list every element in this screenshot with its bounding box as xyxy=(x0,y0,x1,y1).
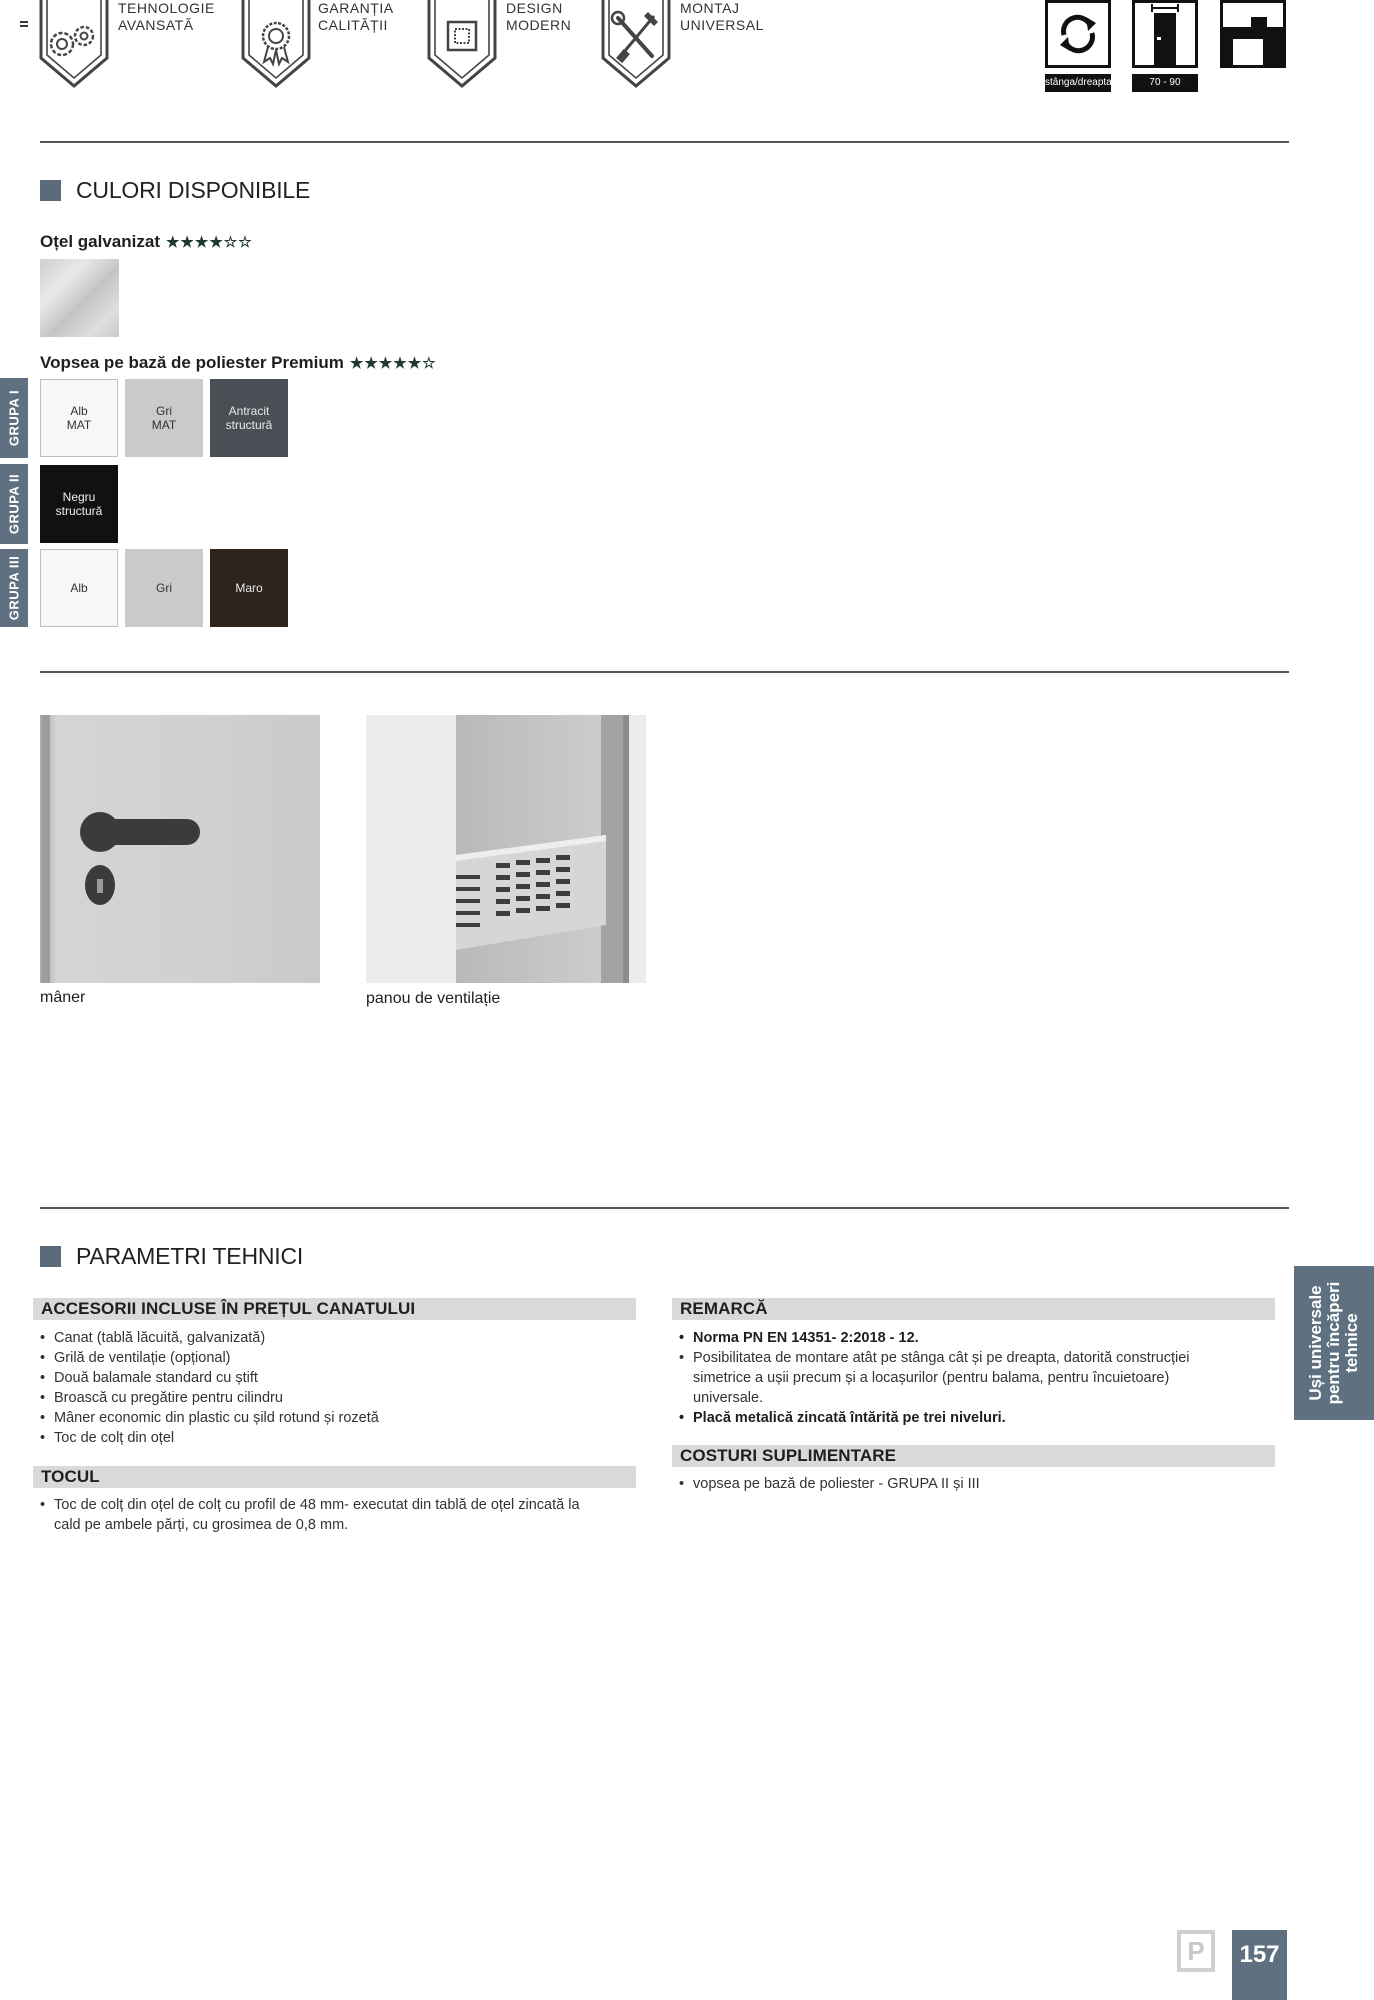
rating-stars: ★★★★☆☆ xyxy=(165,234,253,251)
page-number: 157 xyxy=(1232,1930,1287,2000)
galvanized-steel-title: Oțel galvanizat ★★★★☆☆ xyxy=(40,232,253,251)
direction-label: stânga/dreapta xyxy=(1045,74,1111,92)
color-swatch-black: Negru structură xyxy=(40,465,118,543)
section-marker-icon xyxy=(40,1246,61,1267)
list-item: • Două balamale standard cu știft xyxy=(40,1368,640,1388)
ventilation-panel-photo xyxy=(366,715,646,983)
section-title-colors: CULORI DISPONIBILE xyxy=(40,178,310,202)
remark-header: REMARCĂ xyxy=(672,1298,1275,1320)
chapter-side-tab: Uși universale pentru încăperi tehnice xyxy=(1294,1266,1374,1420)
frame-list xyxy=(40,1495,640,1535)
color-swatch-white: Alb xyxy=(40,549,118,627)
color-swatch-grey: Gri xyxy=(125,549,203,627)
feature-modern-design xyxy=(426,0,606,92)
feature-advanced-technology xyxy=(38,0,218,92)
list-item: • Broască cu pregătire pentru cilindru xyxy=(40,1388,640,1408)
page-marker xyxy=(20,20,28,28)
frame-header: TOCUL xyxy=(33,1466,636,1488)
color-swatch-anthracite: Antracit structură xyxy=(210,379,288,457)
galvanized-steel-swatch xyxy=(40,259,119,337)
feature-line1: TEHNOLOGIE xyxy=(118,0,215,16)
feature-quality-guarantee xyxy=(240,0,420,92)
width-range-label: 70 - 90 xyxy=(1132,74,1198,92)
group-2-tab: GRUPA II xyxy=(0,464,28,544)
list-item: • Toc de colț din oțel xyxy=(40,1428,640,1448)
feature-line2: UNIVERSAL xyxy=(680,17,764,33)
accessories-header: ACCESORII INCLUSE ÎN PREȚUL CANATULUI xyxy=(33,1298,636,1320)
gears-icon xyxy=(38,0,110,90)
technical-room-icon xyxy=(1220,0,1286,68)
extra-costs-list xyxy=(679,1474,1279,1494)
divider xyxy=(40,1207,1289,1209)
quality-seal-icon xyxy=(240,0,312,90)
section-title-technical: PARAMETRI TEHNICI xyxy=(40,1244,303,1268)
color-swatch-white-matte: Alb MAT xyxy=(40,379,118,457)
group-1-tab: GRUPA I xyxy=(0,378,28,458)
tools-icon xyxy=(600,0,672,90)
door-width-icon xyxy=(1132,0,1198,68)
feature-line2: AVANSATĂ xyxy=(118,17,194,33)
section-marker-icon xyxy=(40,180,61,201)
list-item: • Mâner economic din plastic cu șild rotund și rozetă xyxy=(40,1408,640,1428)
divider xyxy=(40,141,1289,143)
reversible-icon xyxy=(1045,0,1111,68)
feature-line2: MODERN xyxy=(506,17,572,33)
list-item: • vopsea pe bază de poliester - GRUPA II și III xyxy=(679,1474,1279,1494)
chip-icon xyxy=(426,0,498,90)
rating-stars: ★★★★★☆ xyxy=(349,355,437,372)
feature-line1: MONTAJ xyxy=(680,0,740,16)
accessories-list xyxy=(40,1328,640,1448)
divider xyxy=(40,671,1289,673)
list-item: • Grilă de ventilație (opțional) xyxy=(40,1348,640,1368)
feature-line1: DESIGN xyxy=(506,0,563,16)
feature-line2: CALITĂȚII xyxy=(318,17,388,33)
feature-universal-mounting xyxy=(600,0,790,92)
handle-caption: mâner xyxy=(40,989,86,1006)
list-item: • Canat (tablă lăcuită, galvanizată) xyxy=(40,1328,640,1348)
list-item: • Toc de colț din oțel de colț cu profil de 48 mm- executat din tablă de oțel zincată la cald pe ambele părți, cu grosimea de 0,8 mm. xyxy=(40,1495,640,1535)
color-swatch-grey-matte: Gri MAT xyxy=(125,379,203,457)
brand-logo: P xyxy=(1177,1930,1215,1972)
polyester-paint-title: Vopsea pe bază de poliester Premium ★★★★★☆ xyxy=(40,353,437,372)
list-item: • Posibilitatea de montare atât pe stânga cât și pe dreapta, datorită construcției simetrice a ușii precum și a locașurilor (pentru balama, pentru încuietoare) universale. xyxy=(679,1348,1279,1408)
door-handle-photo xyxy=(40,715,320,983)
list-item: • Norma PN EN 14351- 2:2018 - 12. xyxy=(679,1328,1279,1348)
feature-line1: GARANȚIA xyxy=(318,0,394,16)
remark-list xyxy=(679,1328,1279,1428)
ventilation-caption: panou de ventilație xyxy=(366,990,501,1007)
group-3-tab: GRUPA III xyxy=(0,549,28,627)
extra-costs-header: COSTURI SUPLIMENTARE xyxy=(672,1445,1275,1467)
list-item: • Placă metalică zincată întărită pe trei niveluri. xyxy=(679,1408,1279,1428)
color-swatch-brown: Maro xyxy=(210,549,288,627)
